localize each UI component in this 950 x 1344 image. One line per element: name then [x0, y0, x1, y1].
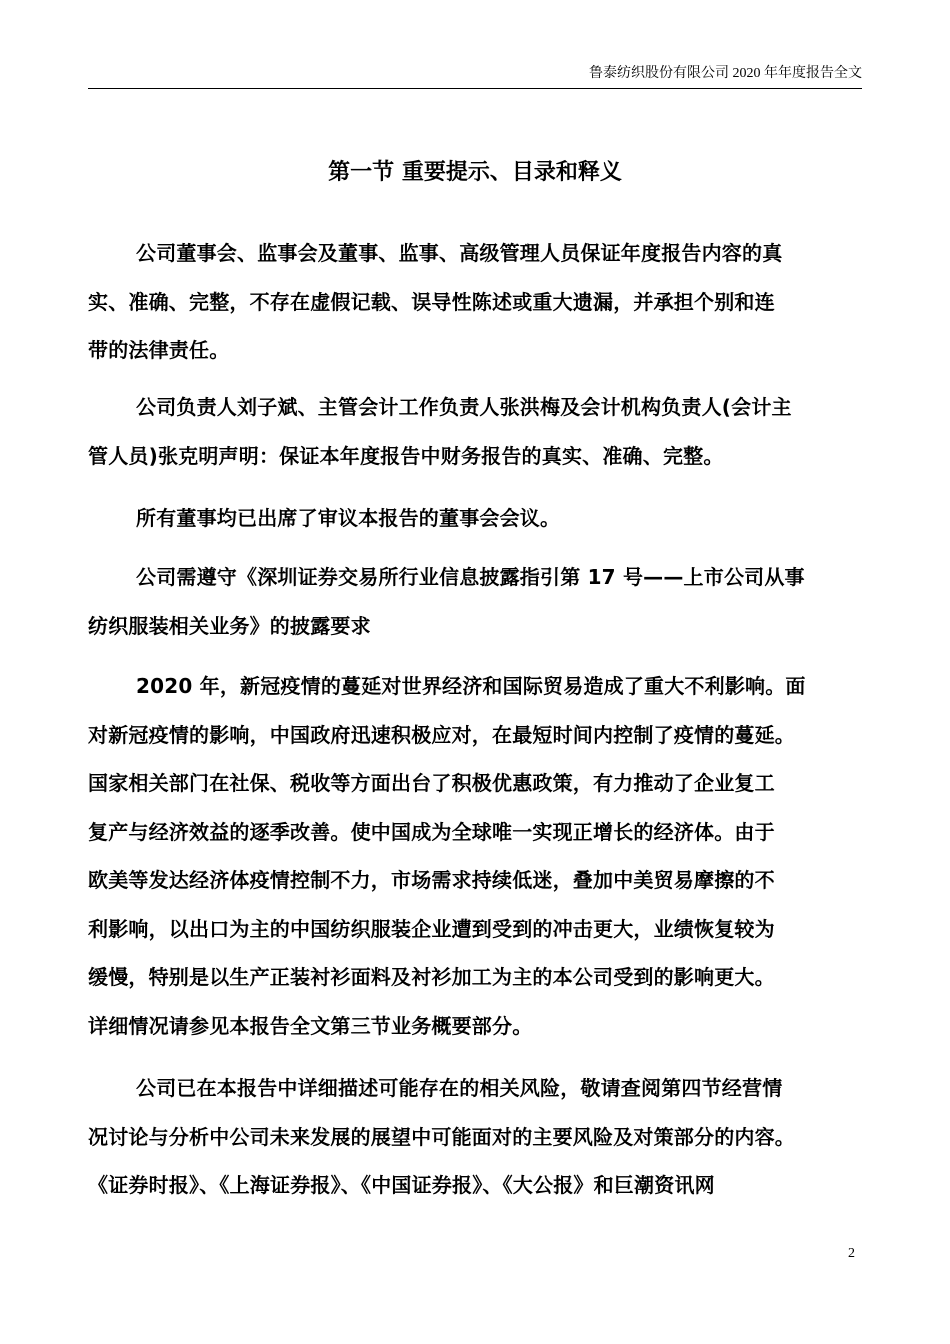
text-line: 所有董事均已出席了审议本报告的董事会会议。 — [136, 506, 561, 530]
text-line: 公司需遵守《深圳证券交易所行业信息披露指引第 17 号——上市公司从事 — [136, 565, 805, 589]
paragraph-responsible-persons — [88, 383, 864, 480]
running-header-title: 鲁泰纺织股份有限公司 2020 年年度报告全文 — [589, 66, 862, 81]
text-line: 缓慢，特别是以生产正装衬衫面料及衬衫加工为主的本公司受到的影响更大。 — [88, 965, 775, 989]
paragraph-directors-attendance — [88, 494, 864, 543]
paragraph-board-guarantee — [88, 229, 864, 375]
page-number: 2 — [848, 1246, 855, 1261]
paragraph-covid-impact — [88, 662, 864, 1050]
text-line: 对新冠疫情的影响，中国政府迅速积极应对，在最短时间内控制了疫情的蔓延。 — [88, 722, 795, 747]
text-line: 带的法律责任。 — [88, 338, 230, 362]
text-line: 《证券时报》、《上海证券报》、《中国证券报》、《大公报》和巨潮资讯网 — [88, 1173, 715, 1197]
text-line: 况讨论与分析中公司未来发展的展望中可能面对的主要风险及对策部分的内容。 — [88, 1124, 795, 1149]
section-title: 第一节 重要提示、目录和释义 — [328, 159, 622, 185]
text-line: 详细情况请参见本报告全文第三节业务概要部分。 — [88, 1013, 533, 1038]
paragraph-disclosure-guideline — [88, 553, 864, 650]
paragraph-risk-statement — [88, 1064, 864, 1210]
text-line: 2020 年，新冠疫情的蔓延对世界经济和国际贸易造成了重大不利影响。面 — [136, 674, 806, 698]
text-line: 利影响，以出口为主的中国纺织服装企业遭到受到的冲击更大，业绩恢复较为 — [88, 916, 775, 941]
text-line: 复产与经济效益的逐季改善。使中国成为全球唯一实现正增长的经济体。由于 — [88, 819, 775, 844]
text-line: 公司董事会、监事会及董事、监事、高级管理人员保证年度报告内容的真 — [136, 241, 783, 265]
running-header — [88, 66, 862, 89]
text-line: 实、准确、完整，不存在虚假记载、误导性陈述或重大遗漏，并承担个别和连 — [88, 289, 775, 314]
text-line: 纺织服装相关业务》的披露要求 — [88, 613, 371, 638]
text-line: 国家相关部门在社保、税收等方面出台了积极优惠政策，有力推动了企业复工 — [88, 771, 775, 795]
text-line: 公司负责人刘子斌、主管会计工作负责人张洪梅及会计机构负责人(会计主 — [136, 395, 792, 419]
text-line: 欧美等发达经济体疫情控制不力，市场需求持续低迷，叠加中美贸易摩擦的不 — [88, 868, 775, 892]
text-line: 公司已在本报告中详细描述可能存在的相关风险，敬请查阅第四节经营情 — [136, 1076, 783, 1100]
text-line: 管人员)张克明声明：保证本年度报告中财务报告的真实、准确、完整。 — [88, 443, 724, 468]
